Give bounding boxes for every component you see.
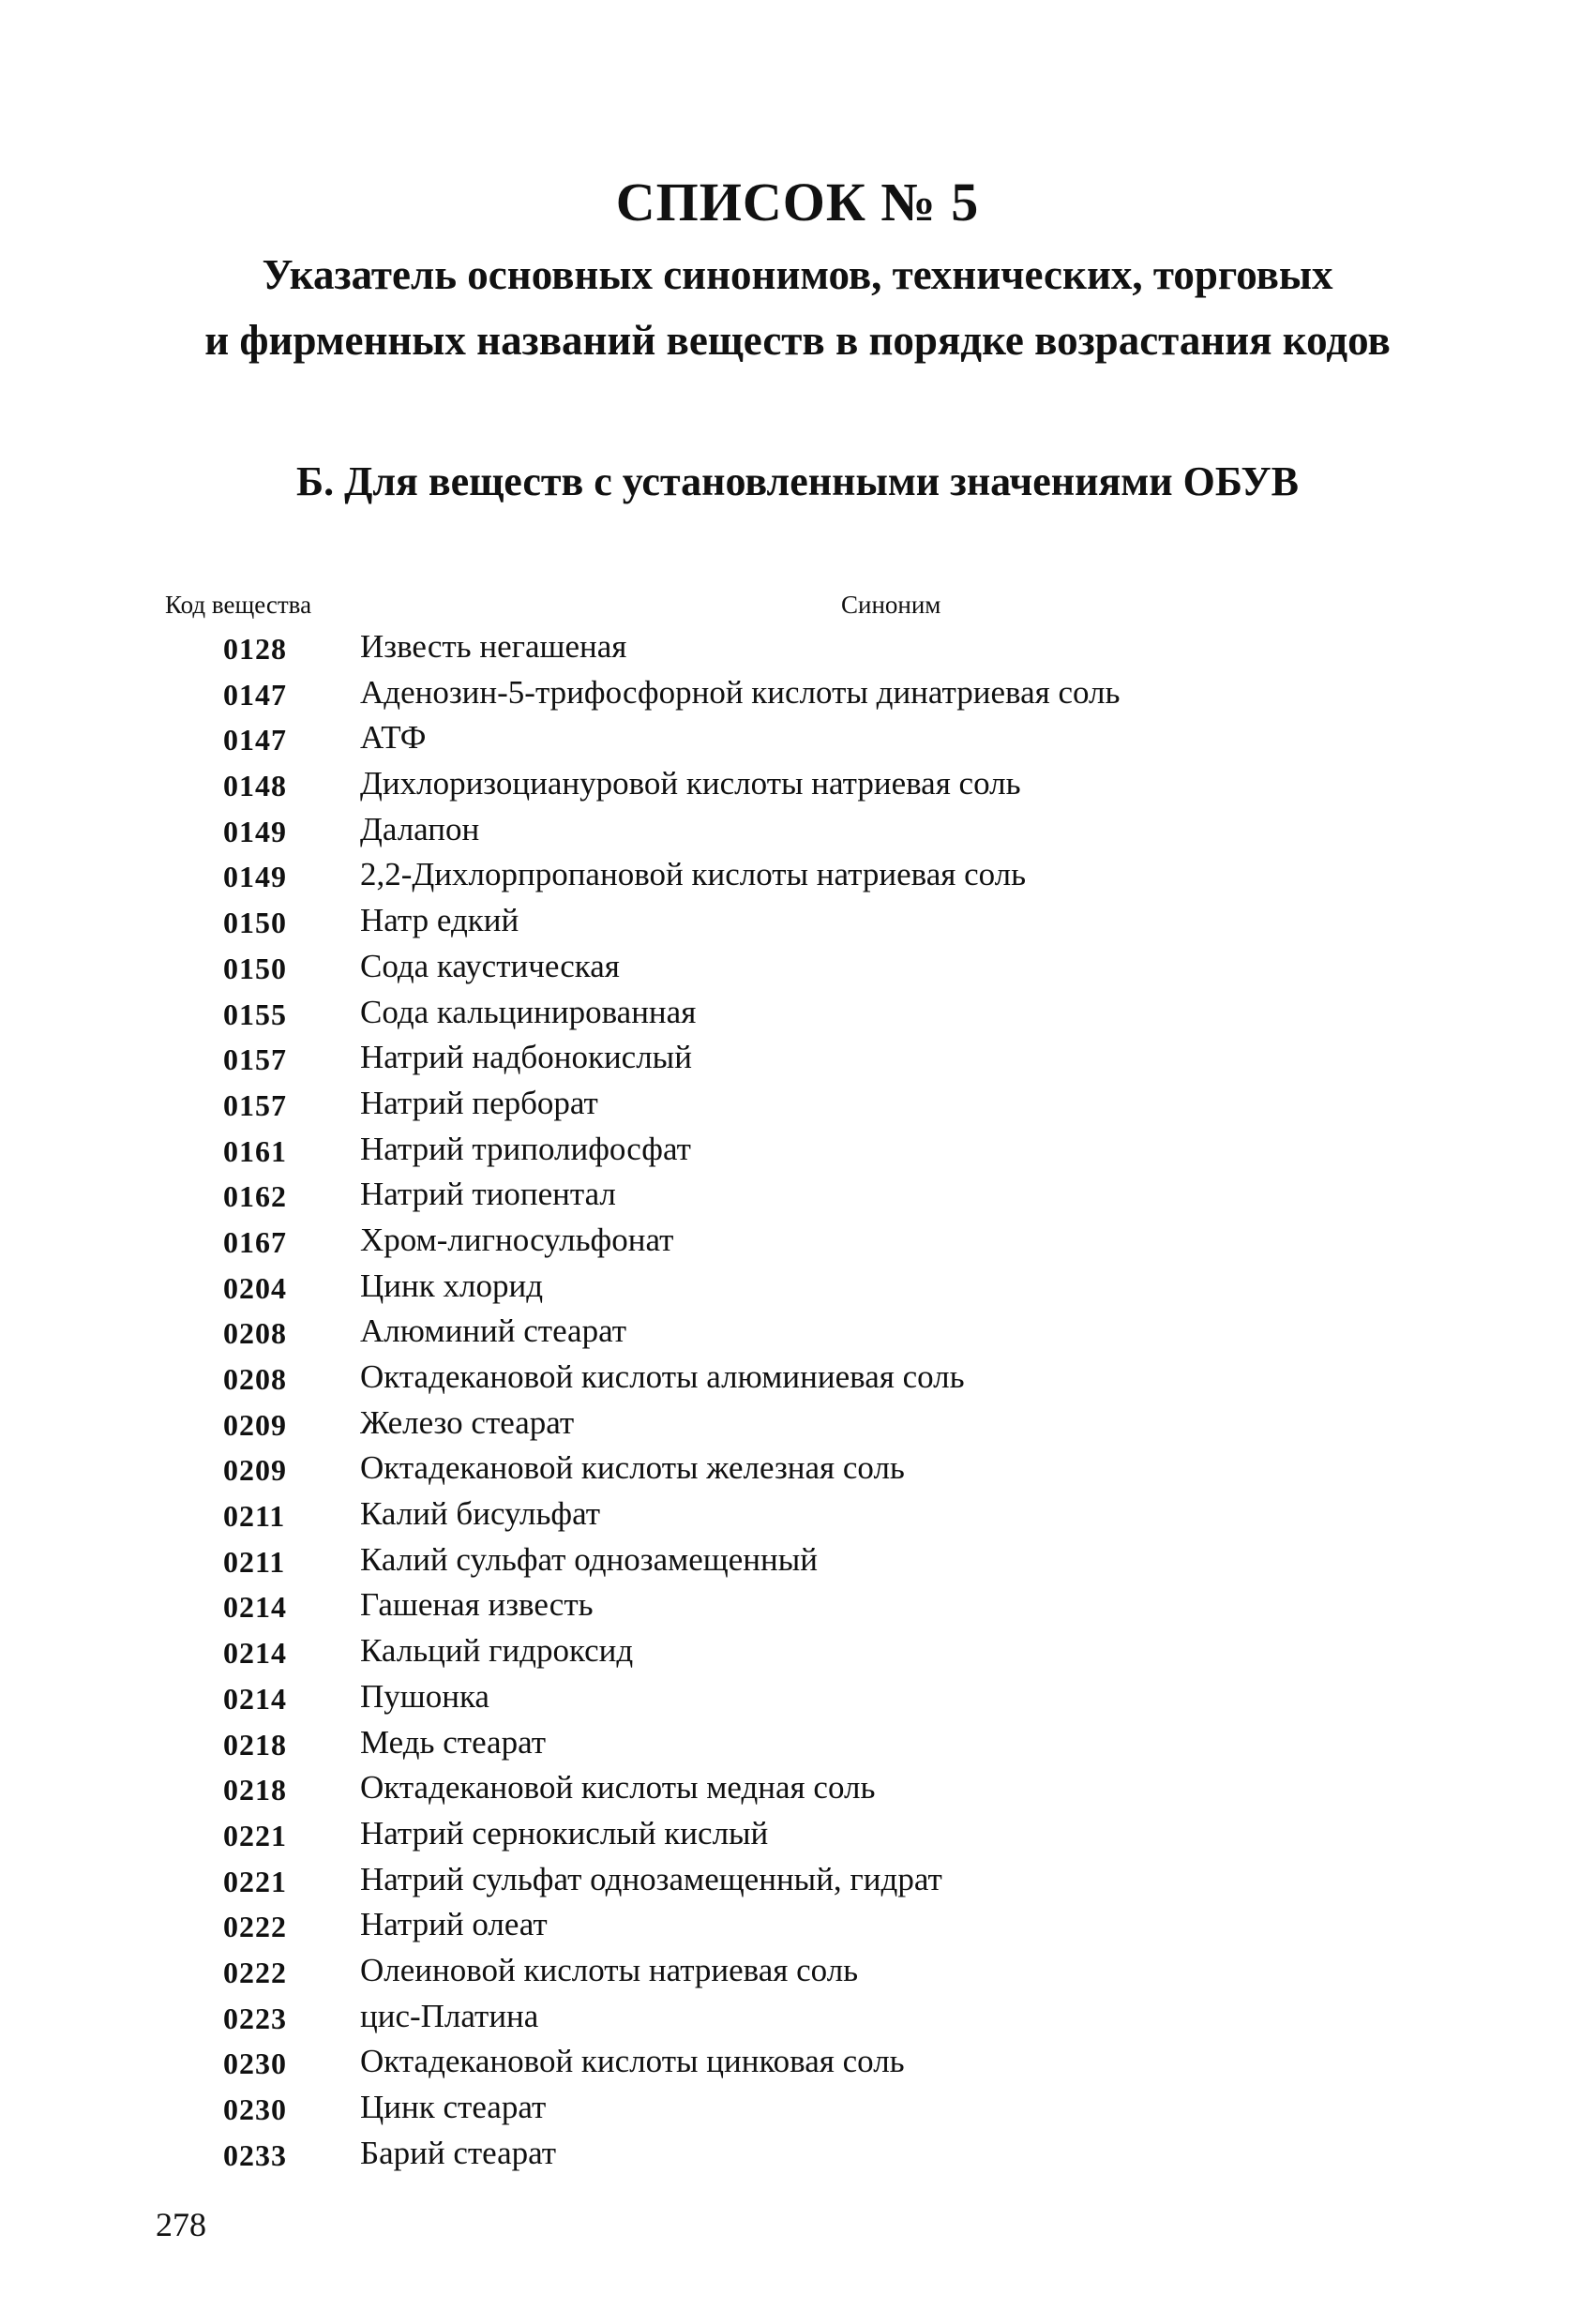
synonym-text: Сода каустическая	[360, 947, 620, 984]
synonym-text: Цинк стеарат	[360, 2089, 547, 2125]
page-number: 278	[156, 2206, 206, 2243]
list-item	[0, 719, 1595, 765]
list-item	[0, 1495, 1595, 1541]
synonym-text: Известь негашеная	[360, 628, 627, 665]
list-item	[0, 1449, 1595, 1495]
list-item	[0, 1131, 1595, 1177]
list-item	[0, 628, 1595, 674]
list-item	[0, 856, 1595, 902]
list-item	[0, 1998, 1595, 2044]
substance-code: 0214	[223, 1681, 287, 1716]
synonym-text: Натрий олеат	[360, 1906, 548, 1943]
synonym-text: Натрий сернокислый кислый	[360, 1814, 769, 1852]
synonym-text: Цинк хлорид	[360, 1267, 543, 1304]
list-item	[0, 1358, 1595, 1404]
list-item	[0, 1724, 1595, 1770]
list-item	[0, 1632, 1595, 1678]
list-item	[0, 1541, 1595, 1587]
list-item	[0, 1176, 1595, 1222]
synonym-text: Октадекановой кислоты медная соль	[360, 1769, 876, 1807]
subtitle-line-2: и фирменных названий веществ в порядке возрастания кодов	[204, 317, 1391, 364]
substance-code: 0221	[223, 1818, 287, 1852]
column-header-code: Код вещества	[165, 591, 312, 619]
substance-code: 0230	[223, 2092, 287, 2126]
substance-code: 0222	[223, 1955, 287, 1989]
substance-code: 0209	[223, 1453, 287, 1488]
substance-code: 0214	[223, 1590, 287, 1625]
synonym-text: АТФ	[360, 719, 427, 757]
substance-code: 0161	[223, 1133, 287, 1168]
page-title: СПИСОК № 5	[615, 172, 980, 232]
substance-code: 0155	[223, 997, 287, 1031]
list-item	[0, 1222, 1595, 1267]
list-item	[0, 1085, 1595, 1131]
substance-code: 0147	[223, 723, 287, 757]
synonym-text: Натрий надбонокислый	[360, 1039, 692, 1076]
list-item	[0, 1039, 1595, 1085]
substance-code: 0208	[223, 1362, 287, 1396]
substance-code: 0223	[223, 2001, 287, 2035]
synonym-text: Октадекановой кислоты цинковая соль	[360, 2043, 905, 2080]
synonym-text: Дихлоризоциануровой кислоты натриевая соль	[360, 765, 1021, 802]
synonym-text: Натрий тиопентал	[360, 1176, 616, 1213]
synonym-text: Натрий сульфат однозамещенный, гидрат	[360, 1860, 942, 1897]
list-item	[0, 1815, 1595, 1861]
substance-code: 0204	[223, 1270, 287, 1305]
synonym-text: Алюминий стеарат	[360, 1312, 626, 1350]
substance-code: 0157	[223, 1087, 287, 1122]
synonym-text: Калий сульфат однозамещенный	[360, 1540, 818, 1578]
list-item	[0, 1906, 1595, 1952]
synonym-text: Гашеная известь	[360, 1586, 594, 1624]
synonym-text: Барий стеарат	[360, 2134, 557, 2171]
synonym-list	[0, 628, 1595, 2180]
substance-code: 0149	[223, 860, 287, 894]
list-item	[0, 994, 1595, 1040]
synonym-text: Сода кальцинированная	[360, 993, 697, 1030]
synonym-text: Кальций гидроксид	[360, 1632, 634, 1670]
list-item	[0, 2089, 1595, 2135]
substance-code: 0162	[223, 1179, 287, 1214]
substance-code: 0211	[223, 1544, 286, 1579]
list-item	[0, 1586, 1595, 1632]
list-item	[0, 1267, 1595, 1313]
synonym-text: Октадекановой кислоты алюминиевая соль	[360, 1358, 965, 1395]
synonym-text: Калий бисульфат	[360, 1495, 601, 1533]
list-item	[0, 1861, 1595, 1907]
list-item	[0, 1312, 1595, 1358]
list-item	[0, 674, 1595, 720]
list-item	[0, 948, 1595, 994]
list-item	[0, 2043, 1595, 2089]
synonym-text: Хром-лигносульфонат	[360, 1221, 674, 1258]
substance-code: 0150	[223, 951, 287, 985]
subtitle-line-1: Указатель основных синонимов, технических, торговых	[262, 251, 1333, 298]
substance-code: 0167	[223, 1224, 287, 1259]
substance-code: 0218	[223, 1727, 287, 1762]
substance-code: 0147	[223, 677, 287, 712]
synonym-text: Медь стеарат	[360, 1723, 547, 1761]
synonym-text: Натрий перборат	[360, 1084, 598, 1121]
list-item	[0, 765, 1595, 811]
list-item	[0, 1769, 1595, 1815]
synonym-text: Далапон	[360, 810, 480, 847]
substance-code: 0214	[223, 1636, 287, 1671]
substance-code: 0208	[223, 1316, 287, 1351]
synonym-text: Пушонка	[360, 1677, 489, 1715]
substance-code: 0221	[223, 1864, 287, 1898]
list-item	[0, 2135, 1595, 2181]
page-subtitle	[0, 242, 1595, 373]
synonym-text: Железо стеарат	[360, 1403, 575, 1441]
list-item	[0, 1678, 1595, 1724]
substance-code: 0233	[223, 2137, 287, 2172]
synonym-text: 2,2-Дихлорпропановой кислоты натриевая соль	[360, 856, 1027, 893]
substance-code: 0157	[223, 1042, 287, 1077]
substance-code: 0222	[223, 1910, 287, 1944]
column-header-synonym: Синоним	[841, 591, 941, 619]
list-item	[0, 1404, 1595, 1450]
substance-code: 0128	[223, 632, 287, 666]
substance-code: 0209	[223, 1407, 287, 1442]
synonym-text: Октадекановой кислоты железная соль	[360, 1449, 905, 1487]
list-item	[0, 811, 1595, 857]
substance-code: 0230	[223, 2047, 287, 2081]
synonym-text: Натр едкий	[360, 902, 519, 939]
substance-code: 0150	[223, 906, 287, 940]
list-item	[0, 902, 1595, 948]
substance-code: 0211	[223, 1499, 286, 1534]
synonym-text: Олеиновой кислоты натриевая соль	[360, 1951, 859, 1988]
substance-code: 0218	[223, 1773, 287, 1807]
list-item	[0, 1952, 1595, 1998]
substance-code: 0149	[223, 814, 287, 848]
section-title: Б. Для веществ с установленными значениями ОБУВ	[296, 458, 1299, 504]
synonym-text: Аденозин-5-трифосфорной кислоты динатриевая соль	[360, 673, 1121, 711]
synonym-text: цис-Платина	[360, 1997, 539, 2034]
substance-code: 0148	[223, 769, 287, 803]
synonym-text: Натрий триполифосфат	[360, 1130, 691, 1167]
